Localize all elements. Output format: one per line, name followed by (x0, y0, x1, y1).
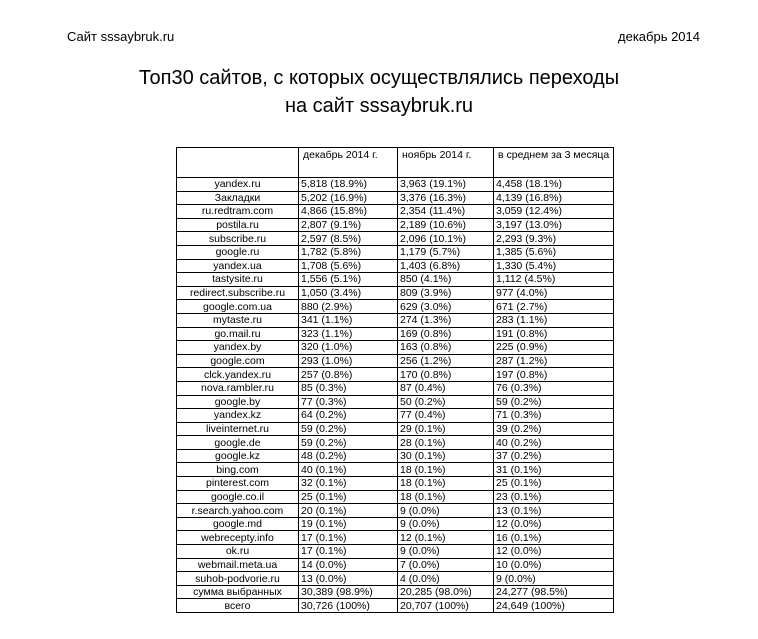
column-header-november: ноябрь 2014 г. (398, 148, 494, 178)
cell-november: 20,285 (98.0%) (398, 585, 494, 599)
table-row (177, 273, 614, 287)
cell-site: google.com.ua (177, 300, 299, 314)
cell-december: 85 (0.3%) (299, 381, 398, 395)
cell-average: 13 (0.1%) (494, 504, 614, 518)
table-row (177, 572, 614, 586)
cell-november: 256 (1.2%) (398, 354, 494, 368)
table-row (177, 245, 614, 259)
table-row (177, 218, 614, 232)
cell-site: Закладки (177, 191, 299, 205)
cell-site: google.de (177, 436, 299, 450)
cell-november: 629 (3.0%) (398, 300, 494, 314)
cell-site: mytaste.ru (177, 313, 299, 327)
cell-november: 2,096 (10.1%) (398, 232, 494, 246)
cell-november: 1,179 (5.7%) (398, 245, 494, 259)
table-row (177, 327, 614, 341)
cell-december: 257 (0.8%) (299, 368, 398, 382)
table-header-row (177, 148, 614, 178)
table-row (177, 599, 614, 613)
cell-november: 9 (0.0%) (398, 517, 494, 531)
table-row (177, 558, 614, 572)
cell-december: 320 (1.0%) (299, 341, 398, 355)
cell-november: 170 (0.8%) (398, 368, 494, 382)
cell-site: pinterest.com (177, 477, 299, 491)
cell-average: 25 (0.1%) (494, 477, 614, 491)
cell-site: всего (177, 599, 299, 613)
table-body (177, 178, 614, 613)
cell-december: 77 (0.3%) (299, 395, 398, 409)
cell-average: 1,112 (4.5%) (494, 273, 614, 287)
cell-november: 18 (0.1%) (398, 463, 494, 477)
cell-average: 977 (4.0%) (494, 286, 614, 300)
cell-december: 64 (0.2%) (299, 409, 398, 423)
cell-site: postila.ru (177, 218, 299, 232)
page-title-line-1: Топ30 сайтов, с которых осуществлялись переходы (138, 67, 620, 89)
cell-average: 39 (0.2%) (494, 422, 614, 436)
cell-december: 14 (0.0%) (299, 558, 398, 572)
cell-december: 1,708 (5.6%) (299, 259, 398, 273)
cell-december: 323 (1.1%) (299, 327, 398, 341)
cell-average: 1,330 (5.4%) (494, 259, 614, 273)
cell-november: 2,354 (11.4%) (398, 205, 494, 219)
cell-site: google.co.il (177, 490, 299, 504)
cell-average: 40 (0.2%) (494, 436, 614, 450)
cell-december: 32 (0.1%) (299, 477, 398, 491)
cell-site: webrecepty.info (177, 531, 299, 545)
cell-site: nova.rambler.ru (177, 381, 299, 395)
table-row (177, 205, 614, 219)
cell-december: 1,782 (5.8%) (299, 245, 398, 259)
page-title (0, 64, 758, 120)
cell-november: 169 (0.8%) (398, 327, 494, 341)
table-row (177, 286, 614, 300)
table-row (177, 368, 614, 382)
cell-november: 87 (0.4%) (398, 381, 494, 395)
column-header-site (177, 148, 299, 178)
cell-average: 37 (0.2%) (494, 449, 614, 463)
page-title-line-2: на сайт sssaybruk.ru (284, 95, 474, 117)
cell-november: 29 (0.1%) (398, 422, 494, 436)
cell-november: 3,963 (19.1%) (398, 178, 494, 192)
cell-site: сумма выбранных (177, 585, 299, 599)
cell-site: ru.redtram.com (177, 205, 299, 219)
cell-average: 1,385 (5.6%) (494, 245, 614, 259)
cell-site: yandex.by (177, 341, 299, 355)
cell-november: 3,376 (16.3%) (398, 191, 494, 205)
table-row (177, 449, 614, 463)
cell-average: 671 (2.7%) (494, 300, 614, 314)
cell-december: 20 (0.1%) (299, 504, 398, 518)
table-row (177, 436, 614, 450)
cell-december: 880 (2.9%) (299, 300, 398, 314)
cell-average: 287 (1.2%) (494, 354, 614, 368)
cell-november: 18 (0.1%) (398, 477, 494, 491)
cell-november: 2,189 (10.6%) (398, 218, 494, 232)
table-row (177, 545, 614, 559)
column-header-december: декабрь 2014 г. (299, 148, 398, 178)
cell-average: 24,649 (100%) (494, 599, 614, 613)
table-row (177, 504, 614, 518)
cell-site: bing.com (177, 463, 299, 477)
cell-november: 850 (4.1%) (398, 273, 494, 287)
header-period-label: декабрь 2014 (618, 29, 700, 44)
cell-november: 30 (0.1%) (398, 449, 494, 463)
cell-average: 12 (0.0%) (494, 517, 614, 531)
cell-december: 5,202 (16.9%) (299, 191, 398, 205)
cell-december: 4,866 (15.8%) (299, 205, 398, 219)
cell-average: 10 (0.0%) (494, 558, 614, 572)
table-row (177, 477, 614, 491)
cell-average: 9 (0.0%) (494, 572, 614, 586)
table-row (177, 313, 614, 327)
cell-average: 59 (0.2%) (494, 395, 614, 409)
table-row (177, 395, 614, 409)
cell-site: google.com (177, 354, 299, 368)
cell-december: 341 (1.1%) (299, 313, 398, 327)
table-row (177, 178, 614, 192)
cell-december: 1,556 (5.1%) (299, 273, 398, 287)
cell-site: clck.yandex.ru (177, 368, 299, 382)
cell-december: 1,050 (3.4%) (299, 286, 398, 300)
cell-average: 3,059 (12.4%) (494, 205, 614, 219)
cell-december: 17 (0.1%) (299, 545, 398, 559)
cell-november: 20,707 (100%) (398, 599, 494, 613)
cell-average: 191 (0.8%) (494, 327, 614, 341)
cell-december: 30,389 (98.9%) (299, 585, 398, 599)
cell-site: webmail.meta.ua (177, 558, 299, 572)
cell-november: 4 (0.0%) (398, 572, 494, 586)
cell-december: 30,726 (100%) (299, 599, 398, 613)
cell-average: 3,197 (13.0%) (494, 218, 614, 232)
cell-site: google.md (177, 517, 299, 531)
cell-site: yandex.kz (177, 409, 299, 423)
cell-site: google.by (177, 395, 299, 409)
cell-november: 9 (0.0%) (398, 545, 494, 559)
cell-site: subscribe.ru (177, 232, 299, 246)
cell-average: 76 (0.3%) (494, 381, 614, 395)
cell-december: 2,807 (9.1%) (299, 218, 398, 232)
cell-december: 293 (1.0%) (299, 354, 398, 368)
cell-average: 197 (0.8%) (494, 368, 614, 382)
cell-december: 19 (0.1%) (299, 517, 398, 531)
cell-average: 23 (0.1%) (494, 490, 614, 504)
cell-site: tastysite.ru (177, 273, 299, 287)
cell-site: ok.ru (177, 545, 299, 559)
cell-average: 16 (0.1%) (494, 531, 614, 545)
cell-site: r.search.yahoo.com (177, 504, 299, 518)
cell-average: 2,293 (9.3%) (494, 232, 614, 246)
cell-december: 13 (0.0%) (299, 572, 398, 586)
cell-average: 31 (0.1%) (494, 463, 614, 477)
table-row (177, 531, 614, 545)
cell-site: yandex.ru (177, 178, 299, 192)
cell-site: go.mail.ru (177, 327, 299, 341)
cell-november: 274 (1.3%) (398, 313, 494, 327)
cell-december: 5,818 (18.9%) (299, 178, 398, 192)
table-row (177, 341, 614, 355)
cell-november: 1,403 (6.8%) (398, 259, 494, 273)
cell-december: 59 (0.2%) (299, 436, 398, 450)
cell-december: 59 (0.2%) (299, 422, 398, 436)
table-row (177, 232, 614, 246)
cell-december: 48 (0.2%) (299, 449, 398, 463)
cell-november: 77 (0.4%) (398, 409, 494, 423)
table-row (177, 259, 614, 273)
cell-average: 24,277 (98.5%) (494, 585, 614, 599)
cell-november: 18 (0.1%) (398, 490, 494, 504)
cell-december: 2,597 (8.5%) (299, 232, 398, 246)
cell-november: 9 (0.0%) (398, 504, 494, 518)
table-row (177, 191, 614, 205)
cell-november: 12 (0.1%) (398, 531, 494, 545)
table-row (177, 300, 614, 314)
cell-average: 4,458 (18.1%) (494, 178, 614, 192)
table-row (177, 463, 614, 477)
cell-november: 7 (0.0%) (398, 558, 494, 572)
table-row (177, 490, 614, 504)
cell-site: yandex.ua (177, 259, 299, 273)
cell-december: 40 (0.1%) (299, 463, 398, 477)
table-row (177, 422, 614, 436)
cell-average: 4,139 (16.8%) (494, 191, 614, 205)
cell-site: liveinternet.ru (177, 422, 299, 436)
cell-average: 71 (0.3%) (494, 409, 614, 423)
cell-november: 163 (0.8%) (398, 341, 494, 355)
cell-average: 12 (0.0%) (494, 545, 614, 559)
cell-november: 28 (0.1%) (398, 436, 494, 450)
table-row (177, 409, 614, 423)
cell-site: suhob-podvorie.ru (177, 572, 299, 586)
referrers-table (176, 147, 614, 613)
column-header-average: в среднем за 3 месяца (494, 148, 614, 178)
cell-site: google.ru (177, 245, 299, 259)
cell-site: redirect.subscribe.ru (177, 286, 299, 300)
cell-november: 809 (3.9%) (398, 286, 494, 300)
cell-december: 17 (0.1%) (299, 531, 398, 545)
cell-average: 283 (1.1%) (494, 313, 614, 327)
header-site-label: Сайт sssaybruk.ru (67, 29, 175, 44)
cell-december: 25 (0.1%) (299, 490, 398, 504)
table-row (177, 517, 614, 531)
table-row (177, 381, 614, 395)
cell-november: 50 (0.2%) (398, 395, 494, 409)
cell-average: 225 (0.9%) (494, 341, 614, 355)
table-row (177, 354, 614, 368)
table-row (177, 585, 614, 599)
cell-site: google.kz (177, 449, 299, 463)
